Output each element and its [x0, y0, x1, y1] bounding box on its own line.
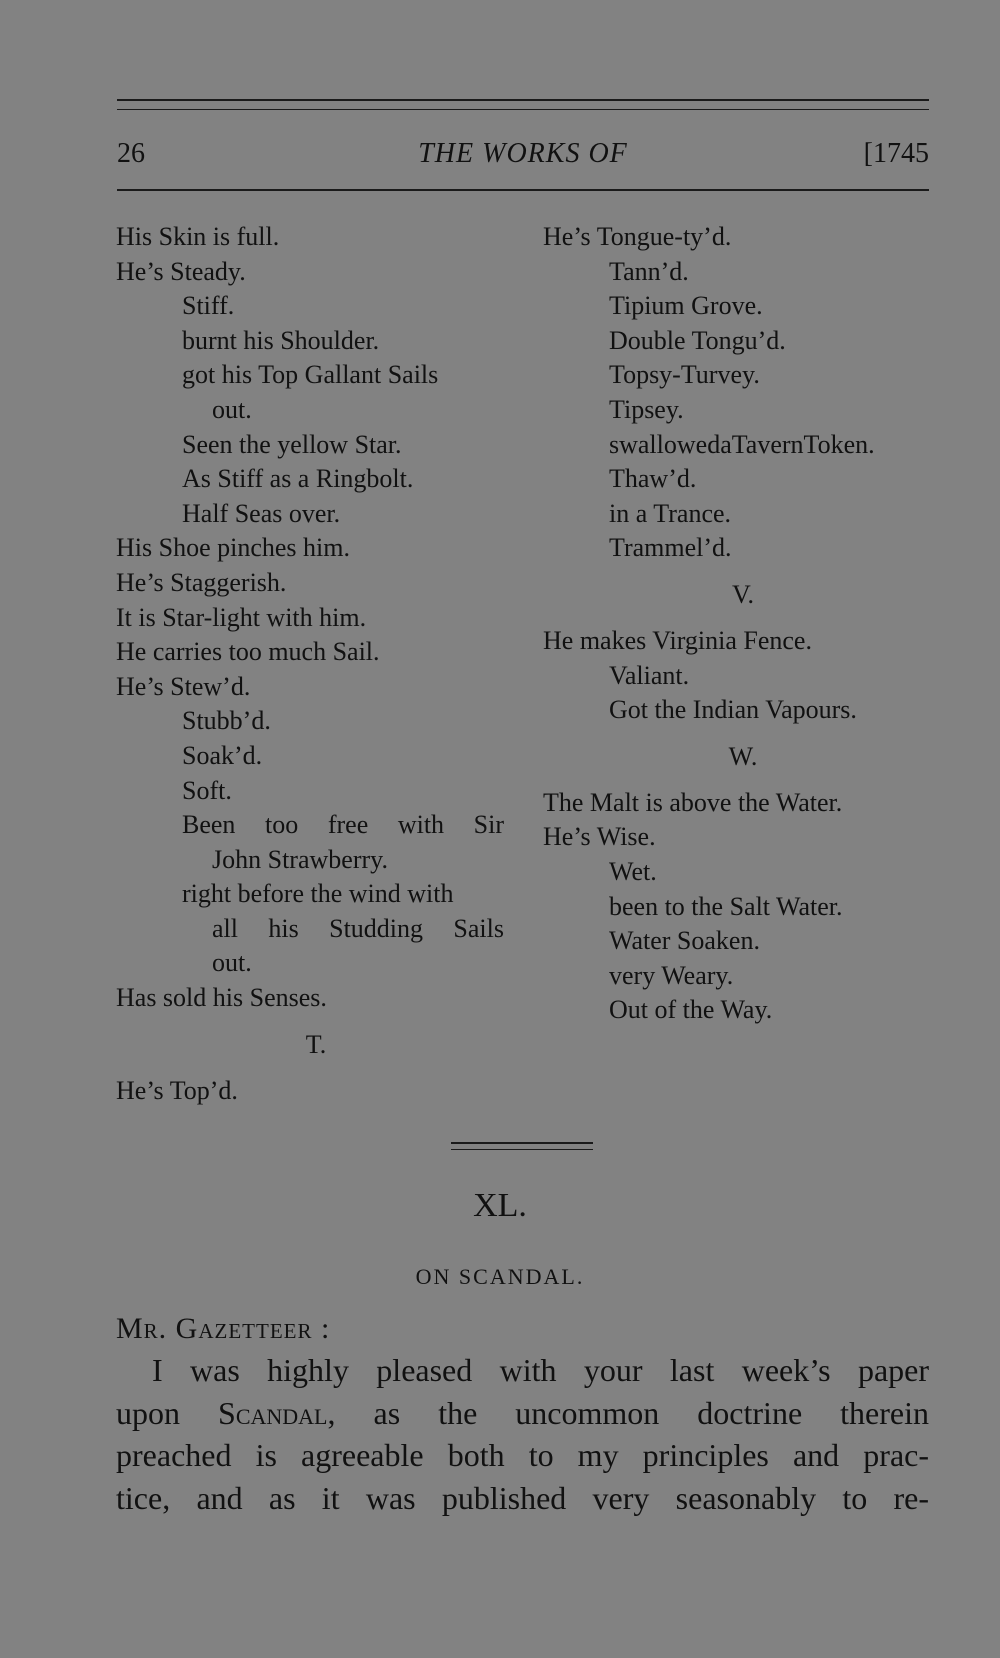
phrase-line: got his Top Gallant Sails [182, 360, 439, 390]
body-line [116, 1477, 929, 1520]
phrase-line: Stiff. [182, 291, 235, 321]
left-column [116, 220, 516, 1108]
phrase-line: right before the wind with [182, 879, 454, 909]
phrase-line: Water Soaken. [609, 926, 760, 956]
header-rule-bottom [117, 189, 929, 191]
phrase-line: Trammel’d. [609, 533, 732, 563]
phrase-line: Valiant. [609, 660, 690, 690]
phrase-line: Double Tongu’d. [609, 325, 786, 355]
section-number: XL. [473, 1187, 527, 1224]
phrase-line: very Weary. [609, 960, 734, 990]
phrase-line: Out of the Way. [609, 995, 773, 1025]
phrase-line: out. [212, 394, 252, 424]
phrase-line: Been too free with Sir [182, 810, 504, 840]
header-rule-top [117, 99, 929, 101]
phrase-line: Seen the yellow Star. [182, 429, 402, 459]
body-line [116, 1349, 929, 1392]
section-divider [451, 1142, 593, 1144]
phrase-line: He’s Stew’d. [116, 671, 251, 701]
phrase-line: He makes Virginia Fence. [543, 625, 812, 655]
letter-heading: T. [305, 1029, 327, 1059]
body-line [116, 1392, 929, 1435]
phrase-line: burnt his Shoulder. [182, 325, 380, 355]
body-text-run: upon [116, 1394, 219, 1431]
phrase-line: Soft. [182, 775, 232, 805]
phrase-line: out. [212, 948, 252, 978]
running-title: THE WORKS OF [418, 138, 628, 169]
phrase-line: Has sold his Senses. [116, 983, 327, 1013]
salutation: Mr. Gazetteer : [116, 1312, 331, 1345]
phrase-line: Half Seas over. [182, 498, 341, 528]
phrase-line: all his Studding Sails [212, 913, 504, 943]
letter-heading: V. [732, 579, 754, 609]
phrase-line: His Skin is full. [116, 222, 280, 251]
phrase-line: Wet. [609, 856, 657, 886]
phrase-line: Tipsey. [609, 394, 684, 424]
right-column [543, 220, 943, 1028]
phrase-line: Tipium Grove. [609, 291, 763, 321]
letter-heading: W. [728, 741, 758, 771]
phrase-line: been to the Salt Water. [609, 891, 843, 921]
phrase-line: Thaw’d. [609, 464, 697, 494]
body-text-run: I was highly pleased with your last week’s paper [152, 1352, 929, 1388]
phrase-line: He’s Wise. [543, 822, 656, 852]
body-text-run: preached is agreeable both to my principles and prac- [116, 1437, 929, 1473]
phrase-line: The Malt is above the Water. [543, 787, 843, 817]
phrase-line: He’s Steady. [116, 256, 246, 286]
running-year: [1745 [863, 138, 929, 169]
phrase-line: Topsy-Turvey. [609, 360, 760, 390]
header-rule-top-thin [117, 109, 929, 110]
section-divider-thin [451, 1149, 593, 1150]
phrase-line: As Stiff as a Ringbolt. [182, 464, 414, 494]
phrase-line: He’s Staggerish. [116, 567, 287, 597]
phrase-line: in a Trance. [609, 498, 732, 528]
phrase-line: He’s Tongue-ty’d. [543, 222, 732, 251]
phrase-line: It is Star-light with him. [116, 602, 367, 632]
section-title: ON SCANDAL. [415, 1264, 585, 1289]
phrase-line: swallowedaTavernToken. [609, 429, 875, 459]
phrase-line: Soak’d. [182, 740, 263, 770]
phrase-line: He’s Top’d. [116, 1075, 238, 1105]
phrase-line: Stubb’d. [182, 706, 271, 736]
small-caps-word: Scandal [218, 1394, 328, 1431]
body-paragraph [116, 1349, 929, 1519]
phrase-line: He carries too much Sail. [116, 637, 380, 667]
phrase-line: His Shoe pinches him. [116, 533, 350, 563]
body-line [116, 1434, 929, 1477]
phrase-line: Tann’d. [609, 256, 689, 286]
body-text-run: , as the uncommon doctrine therein [327, 1394, 930, 1431]
phrase-line: Got the Indian Vapours. [609, 695, 857, 725]
page-number: 26 [117, 138, 145, 169]
phrase-line: John Strawberry. [212, 844, 388, 874]
body-text-run: tice, and as it was published very seasonably to re- [116, 1479, 929, 1516]
